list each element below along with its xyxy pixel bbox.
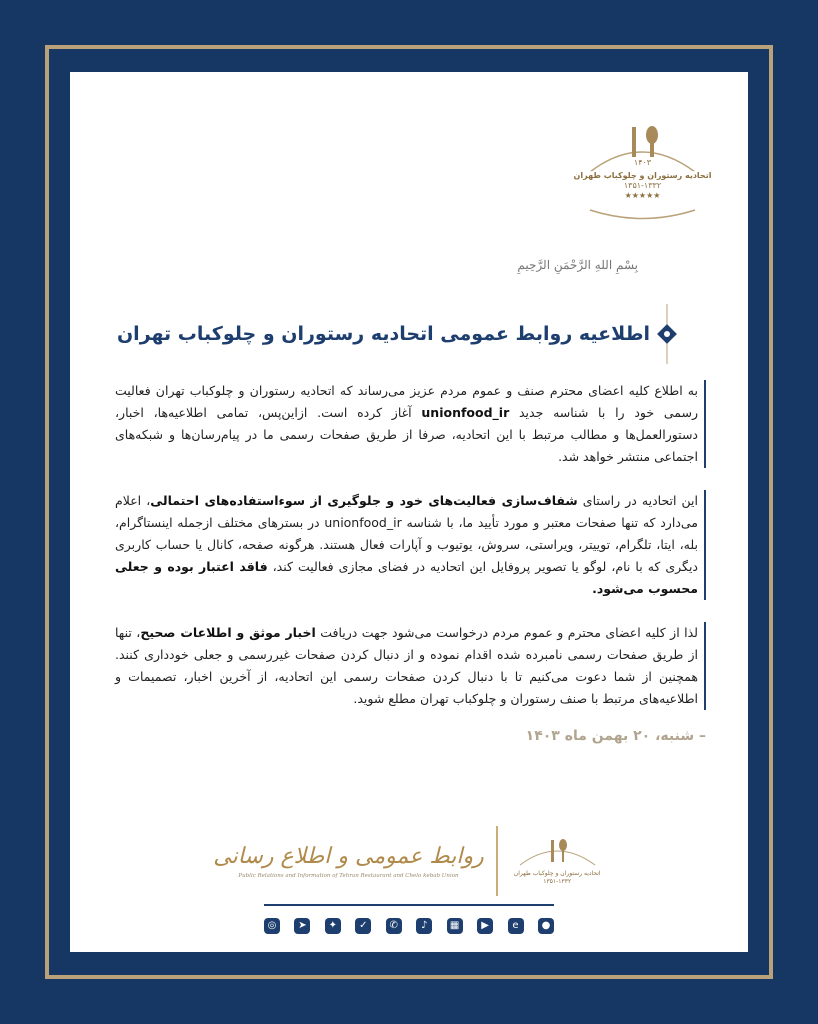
body-flow: [70, 380, 748, 952]
telegram-icon[interactable]: ➤: [294, 918, 310, 934]
page-title: اطلاعیه روابط عمومی اتحادیه رستوران و چلوکباب تهران: [116, 323, 650, 345]
pr-logo: [213, 826, 604, 896]
virasty-icon[interactable]: e: [508, 918, 524, 934]
pr-title: روابط عمومی و اطلاع رسانی: [213, 844, 484, 869]
logo-year: ۱۴۰۳: [633, 158, 652, 167]
divider: [496, 826, 498, 896]
bismillah: بِسْمِ اللهِ الرَّحْمَنِ الرَّحِیمِ: [517, 258, 638, 272]
logo-stars: ★★★★★: [624, 191, 661, 200]
bale-icon[interactable]: ✓: [355, 918, 371, 934]
pr-wordmark: [213, 842, 483, 880]
youtube-icon[interactable]: ▶: [477, 918, 493, 934]
whatsapp-icon[interactable]: ✆: [386, 918, 402, 934]
union-logo: [565, 122, 720, 232]
soroush-icon[interactable]: ♪: [416, 918, 432, 934]
notice-body: [70, 380, 748, 744]
fork-spoon-icon: [515, 837, 600, 867]
footer: [70, 816, 748, 952]
twitter-icon[interactable]: ✦: [325, 918, 341, 934]
paragraph-2: این اتحادیه در راستای شفاف‌سازی فعالیت‌های خود و جلوگیری از سوءاستفاده‌های احتمالی، اعلام می‌دارد که تنها صفحات معتبر و مورد تأیید ما، با شناسه unionfood_ir در بسترهای مختلف ازجمله اینستاگرام، بله، ایتا، تلگرام، توییتر، ویراستی، سروش، یوتیوب و آپارات فعال هستند. هرگونه صفحه، کانال یا حساب کاربری دیگری که با نام، لوگو یا تصویر پروفایل این اتحادیه در فضای مجازی فعالیت کند، فاقد اعتبار بوده و جعلی محسوب می‌شود.: [115, 490, 706, 600]
ornament-icon: [656, 304, 678, 364]
eitaa-icon[interactable]: ▦: [447, 918, 463, 934]
pr-english: Public Relations and Information of Tehran Restaurant and Chelo kebab Union: [238, 873, 459, 879]
mini-logo-years: ۱۳۵۱-۱۳۳۲: [543, 877, 572, 885]
aparat-icon[interactable]: ●: [538, 918, 554, 934]
logo-name: اتحادیه رستوران و چلوکباب طهران: [573, 171, 712, 180]
instagram-icon[interactable]: ◎: [264, 918, 280, 934]
social-icons: [264, 918, 554, 934]
logo-years: ۱۳۵۱-۱۳۳۲: [623, 181, 662, 190]
paragraph-1: به اطلاع کلیه اعضای محترم صنف و عموم مردم عزیز می‌رساند که اتحادیه رستوران و چلوکباب تهران فعالیت رسمی خود را با شناسه جدید unionfood_ir آغاز کرده است. ازاین‌پس، تمامی اطلاعیه‌ها، اخبار، دستورالعمل‌ها و مطالب مرتبط با این اتحادیه، صرفا از طریق صفحات رسمی ما در پیام‌رسان‌ها و شبکه‌های اجتماعی منتشر خواهد شد.: [115, 380, 706, 468]
notice-title: [117, 304, 678, 364]
footer-rule: [264, 904, 554, 906]
notice-date: – شنبه، ۲۰ بهمن ماه ۱۴۰۳: [525, 728, 706, 744]
mini-logo-name: اتحادیه رستوران و چلوکباب طهران: [513, 869, 601, 877]
notice-card: [70, 72, 748, 952]
paragraph-3: لذا از کلیه اعضای محترم و عموم مردم درخواست می‌شود جهت دریافت اخبار موثق و اطلاعات صحیح، تنها از طریق صفحات رسمی نامبرده شده اقدام نموده و از دنبال کردن صفحات غیررسمی و جعلی خودداری کنند. همچنین از شما دعوت می‌کنیم تا با دنبال کردن صفحات رسمی این اتحادیه، از آخرین اخبار، تصمیمات و اطلاعیه‌های مرتبط با صنف رستوران و چلوکباب تهران مطلع شوید.: [115, 622, 706, 710]
mini-union-logo: [510, 837, 605, 886]
